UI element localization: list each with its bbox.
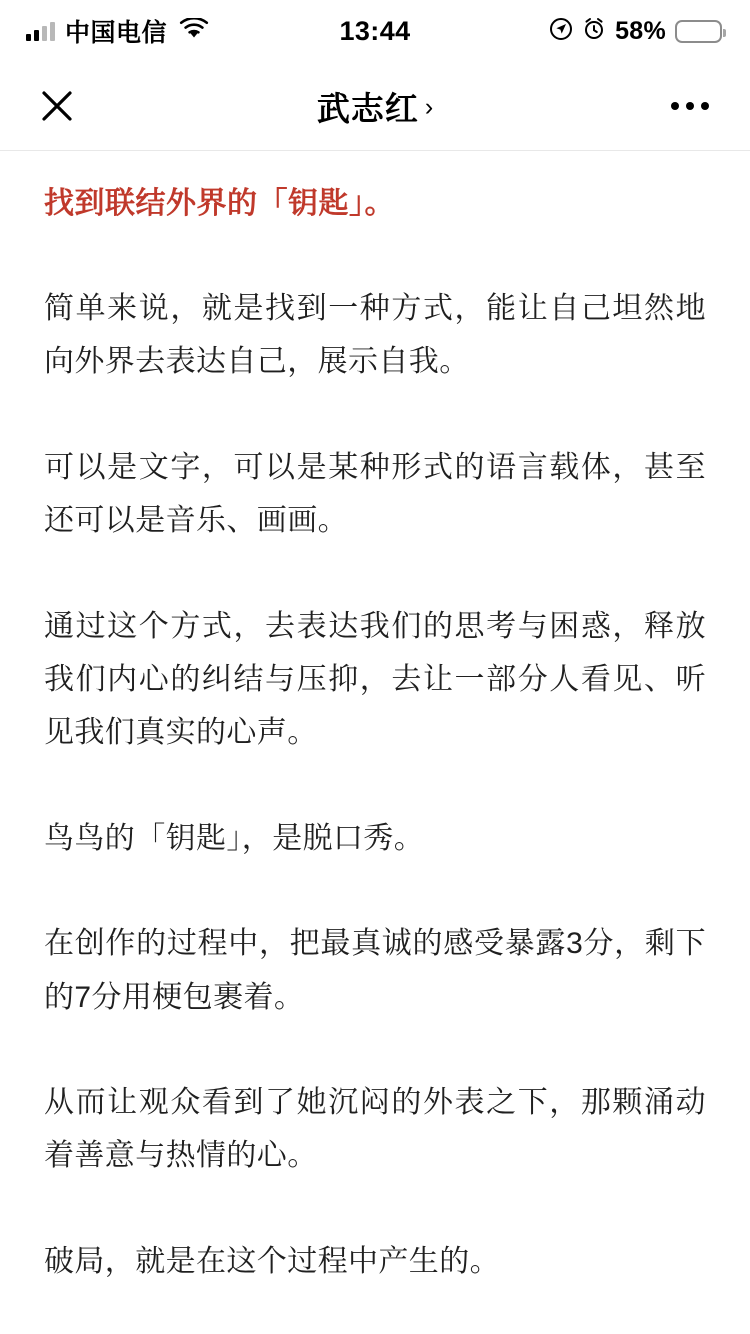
carrier-label: 中国电信 [65, 19, 168, 47]
signal-bars-icon [26, 21, 55, 41]
more-horizontal-icon[interactable] [660, 79, 720, 133]
wifi-icon [179, 18, 209, 45]
article-paragraph: 从而让观众看到了她沉闷的外表之下，那颗涌动着善意与热情的心。 [44, 1085, 706, 1173]
status-bar-left [26, 13, 549, 49]
article-paragraph: 可以是文字，可以是某种形式的语言载体，甚至还可以是音乐、画画。 [44, 450, 706, 538]
article-paragraph: 简单来说，就是找到一种方式，能让自己坦然地向外界去表达自己，展示自我。 [44, 292, 706, 379]
article-body [0, 181, 750, 1288]
status-bar-right [549, 17, 722, 46]
nav-divider [0, 150, 750, 151]
location-arrow-icon [549, 17, 573, 46]
alarm-clock-icon [582, 17, 606, 46]
page-title: 武志红 [316, 89, 419, 127]
article-paragraph: 通过这个方式，去表达我们的思考与困惑，释放我们内心的纠结与压抑，去让一部分人看见、听见我们真实的心声。 [44, 609, 706, 750]
article-paragraph: 鸟鸟的「钥匙」，是脱口秀。 [44, 821, 425, 855]
status-bar [0, 0, 750, 62]
status-bar-clock: 13:44 [339, 15, 411, 46]
battery-percent-label: 58% [615, 16, 666, 45]
chevron-right-icon[interactable]: › [424, 92, 434, 121]
article-paragraph: 破局，就是在这个过程中产生的。 [44, 1244, 500, 1278]
article-paragraph: 在创作的过程中，把最真诚的感受暴露3分，剩下的7分用梗包裹着。 [44, 927, 706, 1014]
highlight-paragraph: 找到联结外界的「钥匙」。 [44, 187, 395, 220]
nav-title-wrap [0, 83, 750, 130]
nav-bar [0, 62, 750, 150]
battery-icon [675, 20, 722, 43]
close-icon[interactable] [30, 79, 84, 133]
